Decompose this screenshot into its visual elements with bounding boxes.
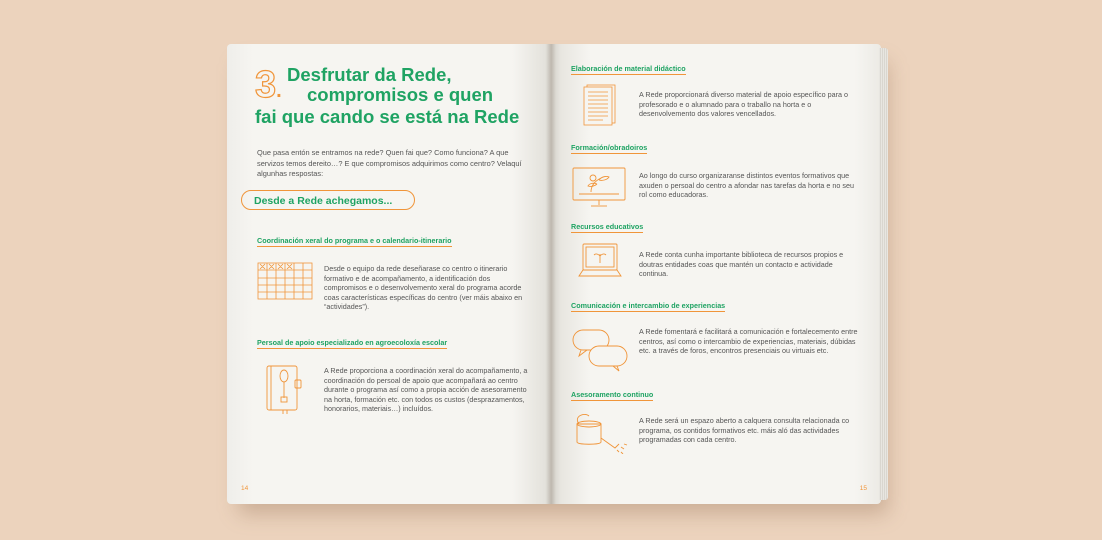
title-line-1: Desfrutar da Rede, (287, 64, 452, 85)
section-body: Ao longo do curso organizaranse distintos eventos formativos que axuden o persoal do centro a afondar nas tarefas da horta e no seu rol como educadoras. (639, 171, 854, 200)
book-shovel-icon (265, 364, 303, 416)
left-page (227, 44, 551, 504)
section-body: Desde o equipo da rede deseñarase co centro o itinerario formativo e de acompañamento, a identificación dos compromisos e o desenvolvemento xeral do programa acorde coas características específicas do centro (ver máis abaixo en “actividades”). (324, 264, 523, 312)
section-body: A Rede proporcionará diverso material de apoio específico para o profesorado e o alumnado para o traballo na horta e o desenvolvemento dos valores vencellados. (639, 90, 848, 119)
title-line-2: compromisos e quen (307, 84, 494, 105)
page-number: 15 (859, 485, 867, 492)
laptop-icon (577, 242, 623, 282)
section-heading: Elaboración de material didáctico (571, 64, 686, 73)
title-line-3: fai que cando se está na Rede (255, 106, 520, 127)
page-number: 14 (241, 485, 249, 492)
section-heading: Persoal de apoio especializado en agroecoloxía escolar (257, 338, 448, 347)
monitor-plant-icon (571, 166, 627, 208)
section-heading: Coordinación xeral do programa e o calendario-itinerario (257, 236, 452, 245)
section-pill: Desde a Rede achegamos... (241, 190, 415, 210)
speech-bubbles-icon (571, 328, 629, 372)
intro-text: Que pasa entón se entramos na rede? Quen fai que? Como funciona? A que servizos temos dereito…? E que compromisos adquirimos como centro? Velaquí algunhas respostas: (257, 148, 522, 178)
page-edge (879, 48, 888, 500)
right-page (551, 44, 881, 504)
documents-icon (581, 84, 617, 126)
section-heading: Asesoramento continuo (571, 390, 654, 399)
section-body: A Rede fomentará e facilitará a comunicación e fortalecemento entre centros, así como o intercambio de experiencias, materiais, dúbidas etc. a través de foros, encontros presenciais ou virtuais etc. (639, 327, 858, 356)
section-heading: Comunicación e intercambio de experiencias (571, 301, 726, 310)
chapter-number: 3. (255, 64, 282, 106)
section-heading: Formación/obradoiros (571, 143, 648, 152)
section-body: A Rede proporciona a coordinación xeral do acompañamento, a coordinación do persoal de apoio que acompañará ao centro durante o programa así como a propia acción de asesoramento na horta, formación etc. con todos os custos (desprazamentos, honorarios, materiais…) incluídos. (324, 366, 528, 414)
calendar-icon (257, 262, 313, 302)
section-body: A Rede conta cunha importante biblioteca de recursos propios e doutras entidades coas que mantén un contacto e actividade continua. (639, 250, 844, 279)
watering-can-icon (571, 410, 631, 454)
section-heading: Recursos educativos (571, 222, 644, 231)
section-body: A Rede será un espazo aberto a calquera consulta relacionada co programa, os contidos formativos etc. máis aló das actividades programadas con cada centro. (639, 416, 850, 445)
book-spine (546, 44, 556, 504)
